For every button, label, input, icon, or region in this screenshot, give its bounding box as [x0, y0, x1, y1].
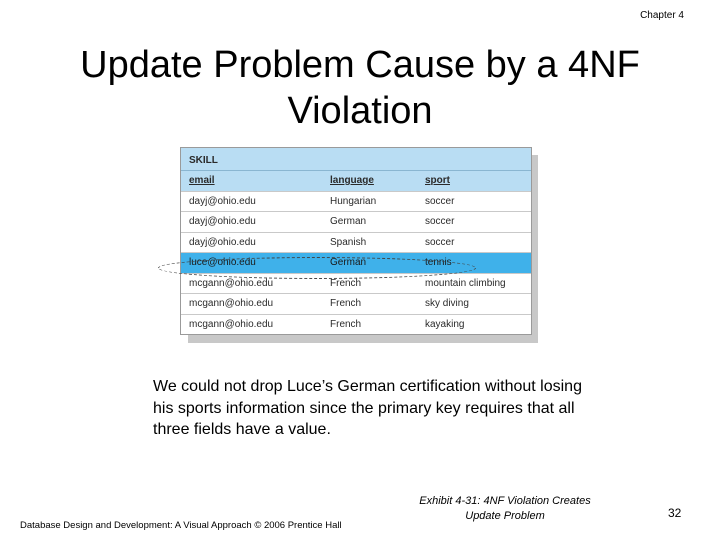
- cell-email: luce@ohio.edu: [189, 257, 256, 268]
- cell-email: dayj@ohio.edu: [189, 216, 256, 227]
- cell-sport: soccer: [425, 216, 455, 227]
- cell-language: French: [330, 298, 362, 309]
- table-row: [181, 232, 531, 253]
- cell-sport: kayaking: [425, 318, 465, 330]
- column-header-language: language: [330, 175, 374, 186]
- table-name: SKILL: [181, 148, 531, 170]
- footer-source: Database Design and Development: A Visual Approach © 2006 Prentice Hall: [20, 520, 342, 531]
- skill-table: [180, 147, 532, 335]
- cell-sport: soccer: [425, 236, 455, 248]
- cell-email: mcgann@ohio.edu: [189, 277, 274, 289]
- cell-sport: sky diving: [425, 298, 469, 309]
- cell-email: dayj@ohio.edu: [189, 195, 256, 207]
- table-row: [181, 191, 531, 212]
- table-row-highlighted: [181, 252, 531, 273]
- skill-table-figure: [180, 147, 530, 337]
- cell-email: mcgann@ohio.edu: [189, 318, 274, 330]
- column-header-email: email: [189, 175, 215, 186]
- cell-sport: tennis: [425, 257, 452, 268]
- table-header-row: [181, 170, 531, 191]
- cell-language: French: [330, 277, 362, 289]
- slide-title: Update Problem Cause by a 4NF Violation: [80, 44, 640, 132]
- table-row: [181, 293, 531, 314]
- exhibit-caption: Exhibit 4-31: 4NF Violation Creates Update Problem: [419, 495, 591, 522]
- table-row: [181, 314, 531, 335]
- cell-email: dayj@ohio.edu: [189, 236, 256, 248]
- cell-language: French: [330, 318, 362, 330]
- table-row: [181, 211, 531, 232]
- cell-sport: soccer: [425, 195, 455, 207]
- table-row: [181, 273, 531, 294]
- cell-language: German: [330, 257, 367, 268]
- column-header-sport: sport: [425, 175, 450, 186]
- explanation-text: We could not drop Luce’s German certification without losing his sports information since the primary key requires that all three fields have a value.: [153, 378, 582, 438]
- cell-language: Hungarian: [330, 195, 377, 207]
- cell-language: Spanish: [330, 236, 367, 248]
- cell-sport: mountain climbing: [425, 277, 506, 289]
- chapter-label: Chapter 4: [640, 10, 684, 21]
- cell-language: German: [330, 216, 367, 227]
- page-number: 32: [668, 506, 682, 520]
- cell-email: mcgann@ohio.edu: [189, 298, 274, 309]
